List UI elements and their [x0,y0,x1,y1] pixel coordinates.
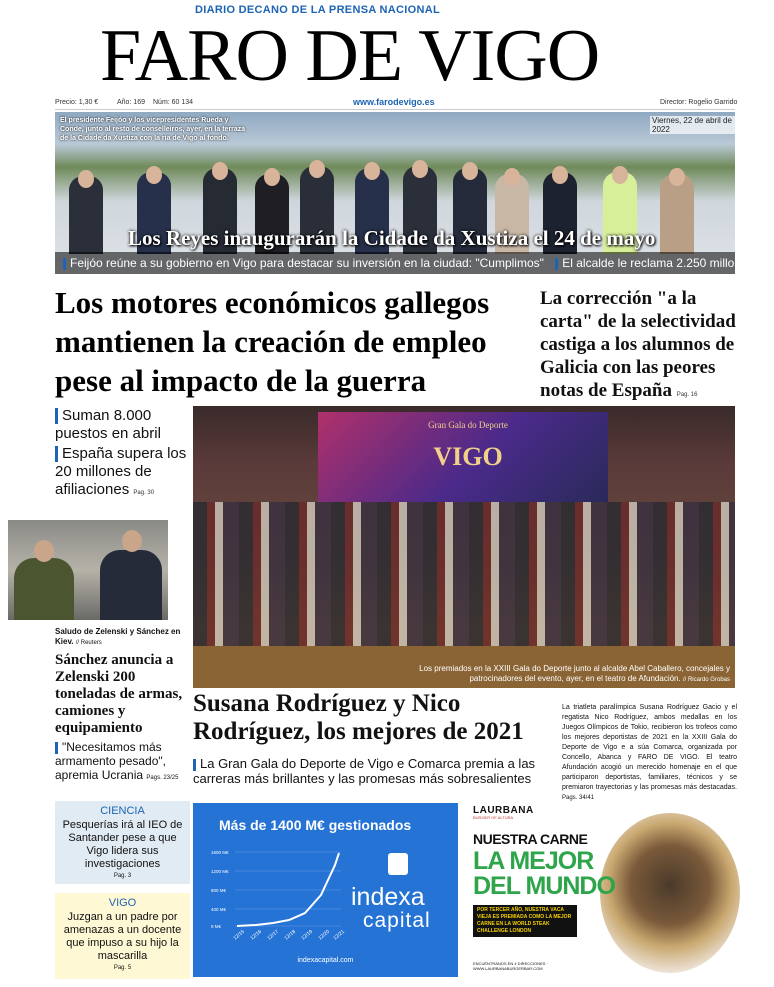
susana-sub-text: La Gran Gala do Deporte de Vigo e Comarca premia a las carreras más brillantes y las promesas más sobresalientes [193,756,536,786]
vigo-text: Juzgan a un padre por amenazas a un docente que impuso a su hijo la mascarilla [63,911,182,962]
gala-credit: // Ricardo Grobas [682,677,730,683]
main-bullets [55,407,190,504]
issue-number: Núm: 60 134 [153,99,194,106]
side-headline[interactable] [540,287,740,407]
main-bullet-1: Suman 8.000 puestos en abril [55,407,161,442]
lurbana-line1: NUESTRA CARNE [473,831,588,847]
indexa-growth-chart [211,845,346,945]
gala-screen [318,412,608,502]
lurbana-logo: LAURBANA [473,805,534,816]
lead-subheads [55,252,774,274]
bullet-bar [555,258,558,270]
lurbana-badge: POR TERCER AÑO, NUESTRA VACA VIEJA ES PREMIADA COMO LA MEJOR CARNE EN LA WORLD STEAK CHALLENGE LONDON [473,905,577,937]
indexa-logo-icon [388,853,408,875]
y-tick-4: 0 M€ [211,924,222,929]
indexa-ad[interactable] [193,803,458,977]
vigo-box[interactable] [55,893,190,979]
lead-headline[interactable]: Los Reyes inaugurarán la Cidade da Xustiza el 24 de mayo [128,226,656,250]
side-page: Pag. 16 [676,392,698,398]
x-tick-5: 12/20 [317,928,331,942]
vigo-label: VIGO [108,897,137,909]
price: Precio: 1,30 € [55,99,99,106]
ciencia-page: Pag. 3 [113,873,132,879]
x-tick-0: 12/15 [232,928,246,942]
bullet-bar [55,408,58,424]
x-tick-6: 12/21 [332,928,346,942]
zelenski-headline[interactable]: Sánchez anuncia a Zelenski 200 toneladas de armas, camiones y equipamiento [55,652,183,736]
zelenski-caption [55,627,195,648]
gala-caption-text: Los premiados en la XXIII Gala do Deporte junto al alcalde Abel Caballero, concejales y patrocinadores del evento, ayer, en el teatro de Afundación. [419,664,730,683]
vigo-page: Pag. 5 [113,965,132,971]
main-page: Pag. 30 [133,490,155,496]
x-tick-3: 12/18 [283,928,297,942]
lurbana-ad[interactable] [465,803,735,977]
lead-sub2: El alcalde le reclama 2.250 millones [562,256,754,270]
zelenski-caption-text: Saludo de Zelenski y Sánchez en Kiev. [55,627,181,646]
bullet-bar [55,742,58,754]
y-tick-1: 1200 M€ [211,869,229,874]
susana-page: Pags. 34/41 [562,795,595,801]
ciencia-label: CIENCIA [100,805,145,817]
lead-page: Pag. 2 [757,263,774,269]
indexa-url: indexacapital.com [297,957,354,964]
y-tick-2: 800 M€ [211,888,227,893]
indexa-headline: Más de 1400 M€ gestionados [219,817,412,833]
side-headline-text: La corrección "a la carta" de la selectividad castiga a los alumnos de Galicia con las peores notas de España [540,288,736,401]
bullet-bar [63,258,66,270]
gala-photo [193,406,735,688]
lurbana-footer: ENCUÉNTRANOS EN 4 DIRECCIONES · WWW.LAURBANABURGERBAR.COM [473,961,548,971]
edition-date: Viernes, 22 de abril de 2022 [650,116,750,134]
year: Año: 169 [117,99,146,106]
lurbana-line3: DEL MUNDO [473,872,615,900]
info-bar [55,97,738,110]
lurbana-logo-sub: BURGER OF ALTURA [473,815,514,820]
indexa-brand: indexa [351,883,425,911]
x-tick-4: 12/19 [300,928,314,942]
y-tick-3: 400 M€ [211,907,227,912]
bullet-bar [193,759,196,771]
zelenski-credit: // Reuters [75,640,102,646]
gala-screen-city: VIGO [433,442,503,471]
ciencia-text: Pesquerías irá al IEO de Santander pese a que Vigo lidera sus investigaciones [62,819,183,870]
main-bullet-2: España supera los 20 millones de afiliaciones [55,445,187,498]
ciencia-box[interactable] [55,801,190,884]
susana-body-text: La triatleta paralímpica Susana Rodríguez Gacio y el regatista Nico Rodríguez, ambos medallas en los Juegos Olímpicos de Tokio, recibieron los trofeos como los mejores deportistas de 2021 en la XXIII Gala do Deporte de Vigo e a súa Comarca, organizada por Concello, Abanca y FARO DE VIGO. El teatro Afundación acogió un merecido homenaje en el que participaron deportistas, familiares, técnicos y se premiaron trayectorias y las promesas más destacadas. [562,704,737,791]
director: Director: Rogelio Garrido [660,99,738,106]
zelenski-quote-text: "Necesitamos más armamento pesado", apremia Ucrania [55,740,166,782]
zelenski-quote [55,740,190,785]
main-headline[interactable]: Los motores económicos gallegos mantienen la creación de empleo pese al impacto de la guerra [55,285,490,398]
susana-subhead [193,756,553,786]
susana-headline[interactable]: Susana Rodríguez y Nico Rodríguez, los mejores de 2021 [193,690,524,745]
growth-line [237,853,339,926]
zelenski-page: Pags. 23/25 [146,775,179,781]
y-tick-0: 1600 M€ [211,850,229,855]
lead-photo-caption: El presidente Feijóo y los vicepresidentes Rueda y Conde, junto al resto de conselleiros, ayer, en la terraza de la Cidade da Xustiza con la ría de Vigo al fondo. [60,117,246,142]
burger-image [600,813,740,973]
lead-sub1: Feijóo reúne a su gobierno en Vigo para destacar su inversión en la ciudad: "Cumplimos" [70,256,544,270]
x-tick-1: 12/16 [249,928,263,942]
x-tick-2: 12/17 [266,928,280,942]
susana-body [562,703,737,803]
indexa-brand-sub: capital [363,909,431,932]
website-link[interactable]: www.farodevigo.es [353,97,435,107]
masthead-title: FARO DE VIGO [100,15,600,97]
gala-screen-title: Gran Gala do Deporte [428,420,508,430]
masthead-tagline: DIARIO DECANO DE LA PRENSA NACIONAL [195,4,440,16]
gala-caption [400,664,730,685]
lurbana-line2: LA MEJOR [473,847,594,875]
bullet-bar [55,446,58,462]
zelenski-photo [8,520,168,620]
